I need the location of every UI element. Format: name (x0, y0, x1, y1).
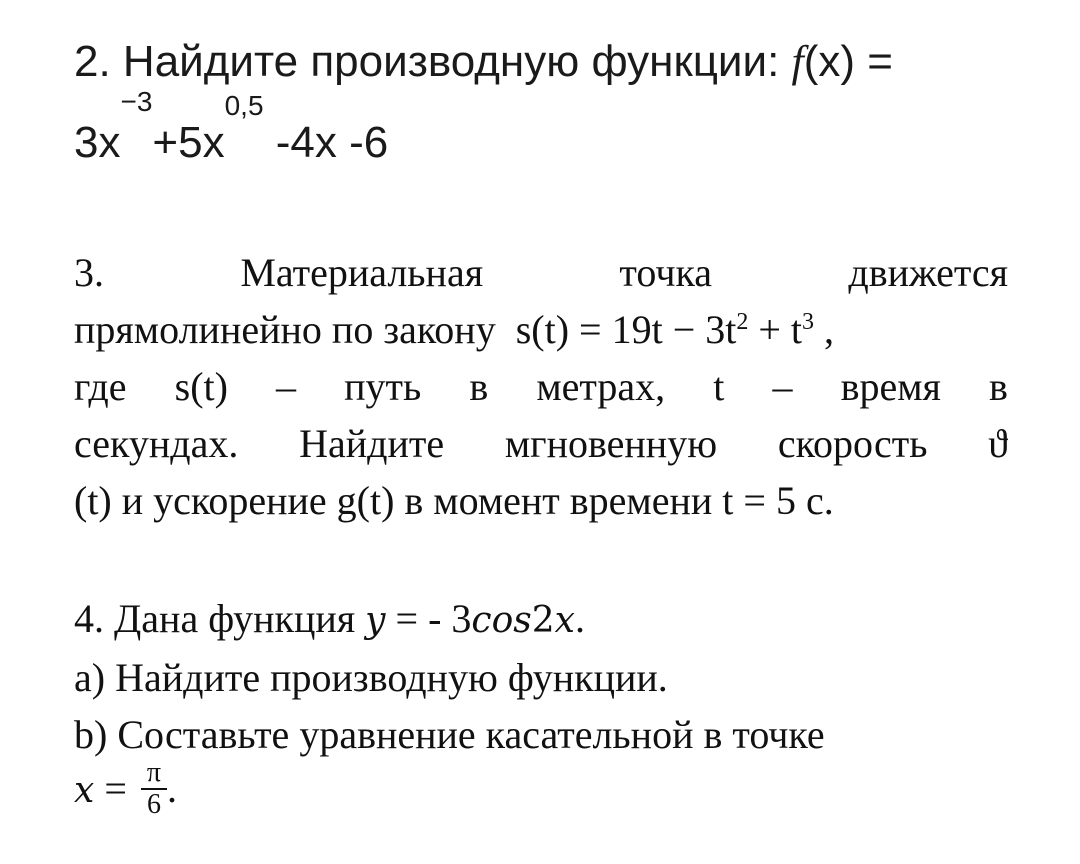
word: t (713, 364, 725, 409)
law-text (74, 301, 834, 358)
word: 3. (74, 250, 104, 295)
law-main: прямолинейно по закону s(t) = 19t − 3t (74, 307, 737, 352)
fraction-denominator: 6 (146, 789, 161, 820)
task2-text: 2. Найдите производную функции: (74, 37, 792, 86)
word: секундах. (74, 421, 239, 466)
word: Материальная (240, 250, 484, 295)
task4-intro: 4. Дана функция (74, 596, 366, 641)
word: в (469, 364, 489, 409)
fraction-numerator: π (141, 758, 167, 790)
word: скорость (777, 421, 928, 466)
word: мгновенную (504, 421, 718, 466)
law-comma: , (814, 307, 835, 352)
exponent-05: 0,5 (224, 90, 264, 121)
task4-eq: = - 3 (385, 596, 472, 641)
word: точка (619, 250, 713, 295)
word: время (840, 364, 941, 409)
word: путь (344, 364, 422, 409)
word: движется (848, 250, 1008, 295)
task3-line4 (74, 415, 1008, 472)
word: Найдите (299, 421, 445, 466)
task3-line2 (74, 301, 1008, 358)
exponent-3: 3 (802, 309, 815, 335)
task4-point (74, 757, 178, 824)
task4-intro-line (74, 590, 1008, 649)
var-x: x (74, 770, 95, 812)
task3-question: (t) и ускорение g(t) в момент времени t = 5 с. (74, 478, 834, 523)
final-dot: . (167, 766, 178, 812)
word: s(t) (174, 364, 228, 409)
exponent-2: 2 (736, 309, 749, 335)
task4-dot: . (574, 596, 585, 641)
task4-part-a: a) Найдите производную функции. (74, 655, 668, 700)
eq2: = (94, 766, 137, 812)
exponent-neg3: −3 (120, 86, 153, 117)
cos-func: cos (471, 600, 532, 641)
task2-line1 (74, 36, 893, 87)
word: – (276, 364, 297, 409)
arg-num: 2 (531, 600, 555, 641)
task3-line5 (74, 472, 1008, 529)
function-name: f (791, 37, 804, 86)
law-plus: + t (748, 307, 803, 352)
var-y: y (365, 600, 386, 641)
task4-block (74, 590, 1008, 763)
arg-x: x (554, 600, 575, 641)
word: где (74, 364, 127, 409)
term-3x: 3x (74, 118, 121, 167)
task3-line3 (74, 358, 1008, 415)
task3-line1 (74, 244, 1008, 301)
word: – (772, 364, 793, 409)
word: в (989, 364, 1008, 409)
task2-line2 (74, 86, 389, 168)
task2-equals: (x) = (803, 37, 893, 86)
term-rest: -4x -6 (263, 118, 389, 167)
task4-part-b: b) Составьте уравнение касательной в точке (74, 712, 825, 757)
fraction-pi-over-6 (141, 758, 167, 820)
task3-block (74, 244, 1008, 529)
word: метрах, (536, 364, 666, 409)
theta-symbol: ϑ (988, 421, 1008, 466)
term-5x: +5x (152, 118, 225, 167)
